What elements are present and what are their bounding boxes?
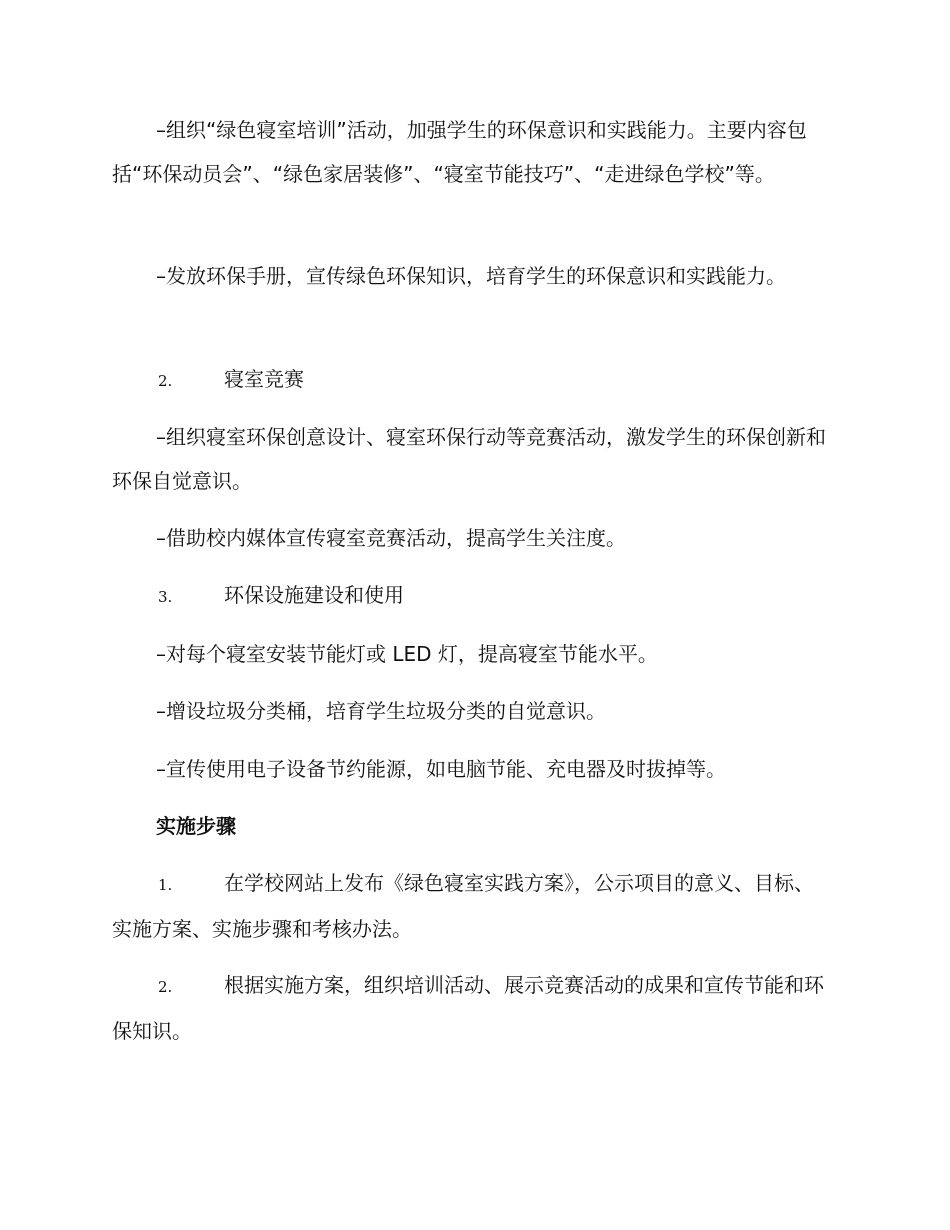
list-item-label: 环保设施建设和使用	[224, 583, 404, 607]
section-heading: 实施步骤	[156, 814, 236, 838]
list-number: 2.	[158, 372, 173, 390]
list-item-facilities	[158, 580, 404, 612]
list-number: 3.	[158, 588, 173, 606]
paragraph-competition-design: –组织寝室环保创意设计、寝室环保行动等竞赛活动，激发学生的环保创新和环保自觉意识。	[112, 425, 826, 493]
list-item-competition	[158, 364, 304, 396]
paragraph-handbook: –发放环保手册，宣传绿色环保知识，培育学生的环保意识和实践能力。	[156, 264, 786, 288]
step-1	[112, 861, 830, 951]
step-number: 2.	[158, 978, 173, 996]
step-text: 根据实施方案，组织培训活动、展示竞赛活动的成果和宣传节能和环保知识。	[112, 973, 824, 1043]
paragraph-electronics: –宣传使用电子设备节约能源，如电脑节能、充电器及时拔掉等。	[156, 757, 726, 781]
paragraph-garbage: –增设垃圾分类桶，培育学生垃圾分类的自觉意识。	[156, 699, 606, 723]
step-2	[112, 963, 830, 1053]
paragraph-media: –借助校内媒体宣传寝室竞赛活动，提高学生关注度。	[156, 526, 626, 550]
paragraph-training: –组织“绿色寝室培训”活动，加强学生的环保意识和实践能力。主要内容包括“环保动员会”、“绿色家居装修”、“寝室节能技巧”、“走进绿色学校”等。	[112, 118, 807, 186]
step-number: 1.	[158, 876, 173, 894]
list-item-label: 寝室竞赛	[224, 367, 304, 391]
paragraph-led: –对每个寝室安装节能灯或 LED 灯，提高寝室节能水平。	[156, 642, 658, 666]
step-text: 在学校网站上发布《绿色寝室实践方案》，公示项目的意义、目标、实施方案、实施步骤和考核办法。	[112, 871, 814, 941]
